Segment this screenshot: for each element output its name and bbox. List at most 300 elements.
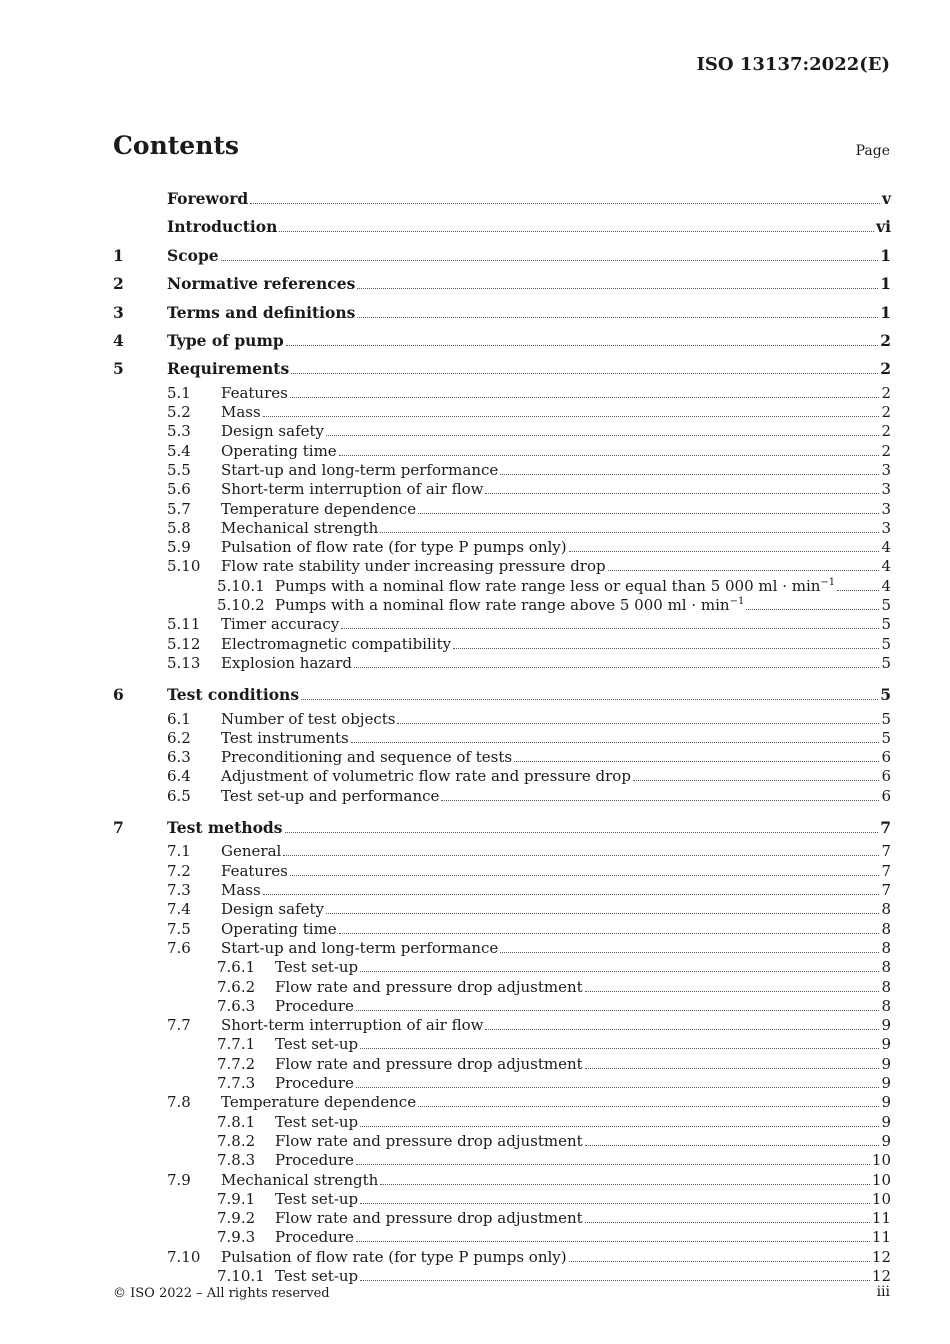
toc-entry-number: 6.4	[167, 767, 191, 786]
toc-entry-number: 6.2	[167, 728, 191, 747]
toc-entry-label-text: Temperature dependence	[221, 499, 417, 518]
footer-copyright: © ISO 2022 – All rights reserved	[113, 1286, 330, 1301]
toc-entry-label-text: General	[221, 842, 282, 861]
toc-entry-number: 7.6.1	[217, 958, 256, 977]
toc-entry-label-text: Number of test objects	[221, 709, 396, 728]
toc-entry-page: 1	[880, 274, 891, 294]
toc-entry[interactable]	[113, 1151, 891, 1170]
dot-leader	[380, 531, 879, 533]
toc-entry-page: 2	[881, 441, 891, 460]
toc-entry-label-text: Design safety	[221, 422, 325, 441]
toc-entry-number: 7.3	[167, 881, 191, 900]
toc-entry[interactable]	[113, 767, 891, 786]
toc-entry-label	[221, 862, 288, 881]
toc-entry-page: 6	[881, 748, 891, 767]
toc-entry-label-text: Electromagnetic compatibility	[221, 634, 452, 653]
dot-leader	[418, 1105, 879, 1107]
toc-entry-number: 5.9	[167, 538, 191, 557]
toc-entry-label	[275, 577, 835, 596]
toc-entry-number: 5.10.1	[217, 576, 265, 595]
toc-entry[interactable]	[113, 577, 891, 596]
dot-leader	[285, 831, 879, 833]
toc-entry[interactable]	[113, 635, 891, 654]
dot-leader	[569, 1260, 870, 1262]
toc-entry-page: 5	[881, 709, 891, 728]
toc-entry-label	[221, 748, 512, 767]
dot-leader	[263, 893, 880, 895]
dot-leader	[286, 344, 879, 346]
toc-entry-number: 7.4	[167, 900, 191, 919]
toc-entry-label	[221, 422, 324, 441]
toc-entry-label	[221, 729, 349, 748]
dot-leader	[569, 550, 880, 552]
toc-entry[interactable]	[113, 185, 891, 213]
toc-entry-page: 9	[881, 1112, 891, 1131]
toc-entry-number: 7.10	[167, 1247, 201, 1266]
dot-leader	[585, 1221, 870, 1223]
toc-entry-number: 7.1	[167, 842, 191, 861]
toc-entry-label-text: Requirements	[167, 359, 290, 379]
toc-entry[interactable]	[113, 1248, 891, 1267]
toc-entry-page: 11	[871, 1209, 891, 1228]
toc-entry[interactable]	[113, 900, 891, 919]
dot-leader	[453, 647, 879, 649]
toc-entry[interactable]	[113, 748, 891, 767]
toc-entry-label-text: Mechanical strength	[221, 518, 379, 537]
toc-entry[interactable]	[113, 939, 891, 958]
toc-entry[interactable]	[113, 862, 891, 881]
toc-entry-label-text: Pumps with a nominal flow rate range less or equal than 5 000 ml · min	[275, 576, 821, 595]
dot-leader	[356, 1163, 870, 1165]
toc-entry-number: 7.5	[167, 919, 191, 938]
toc-entry-label	[275, 1055, 583, 1074]
toc-entry-number: 5.13	[167, 653, 201, 672]
dot-leader	[418, 512, 879, 514]
toc-entry-page: 4	[881, 576, 891, 595]
toc-entry-label	[167, 299, 355, 327]
toc-entry-number: 7.7.1	[217, 1035, 256, 1054]
toc-entry-label	[221, 1171, 378, 1190]
toc-entry-label	[221, 538, 567, 557]
toc-entry[interactable]	[113, 1228, 891, 1247]
toc-entry-page: 5	[881, 653, 891, 672]
toc-entry[interactable]	[113, 814, 891, 842]
toc-entry-label	[221, 480, 483, 499]
toc-entry-label-text: Test set-up and performance	[221, 786, 440, 805]
toc-entry[interactable]	[113, 480, 891, 499]
toc-entry-page: 4	[881, 557, 891, 576]
dot-leader	[356, 1086, 880, 1088]
dot-leader	[360, 1279, 870, 1281]
dot-leader	[585, 1144, 880, 1146]
toc-entry-label-text: Normative references	[167, 274, 356, 294]
toc-entry-label	[221, 519, 378, 538]
toc-entry[interactable]	[113, 615, 891, 634]
toc-entry-label-text: Procedure	[275, 1074, 354, 1093]
page-column-label: Page	[855, 143, 890, 159]
toc-entry[interactable]	[113, 1093, 891, 1112]
toc-entry-page: 8	[881, 996, 891, 1015]
toc-entry-label-text: Test instruments	[221, 728, 349, 747]
toc-entry-label	[221, 881, 261, 900]
toc-entry-page: 3	[881, 480, 891, 499]
dot-leader	[746, 608, 879, 610]
dot-leader	[351, 741, 880, 743]
toc-entry-label	[167, 327, 284, 355]
dot-leader	[356, 1009, 880, 1011]
dot-leader	[608, 569, 880, 571]
toc-entry[interactable]	[113, 1074, 891, 1093]
toc-entry[interactable]	[113, 596, 891, 615]
table-of-contents	[113, 185, 891, 1286]
toc-entry-page: 7	[880, 818, 891, 838]
toc-entry-label	[275, 1228, 354, 1247]
dot-leader	[354, 666, 879, 668]
toc-entry-label	[275, 1035, 358, 1054]
toc-entry-number: 1	[113, 245, 124, 265]
toc-entry-label	[221, 442, 337, 461]
toc-entry-page: 8	[881, 919, 891, 938]
toc-entry-label-text: Test set-up	[275, 1035, 359, 1054]
toc-entry-label-text: Operating time	[221, 441, 337, 460]
toc-entry[interactable]	[113, 422, 891, 441]
dot-leader	[326, 434, 879, 436]
dot-leader	[360, 1125, 879, 1127]
toc-entry[interactable]	[113, 681, 891, 709]
toc-entry-label-text: Scope	[167, 245, 219, 265]
toc-entry-page: 8	[881, 977, 891, 996]
toc-entry-number: 6.1	[167, 709, 191, 728]
toc-entry-label	[275, 1074, 354, 1093]
toc-entry-number: 6	[113, 685, 124, 705]
toc-entry-label-text: Short-term interruption of air flow	[221, 1016, 484, 1035]
toc-entry-label-text: Test set-up	[275, 1189, 359, 1208]
toc-entry-superscript: −1	[820, 576, 836, 588]
toc-entry-label	[275, 1132, 583, 1151]
toc-entry-label	[221, 767, 631, 786]
toc-entry-page: 3	[881, 518, 891, 537]
toc-entry[interactable]	[113, 538, 891, 557]
toc-entry-label-text: Procedure	[275, 996, 354, 1015]
toc-entry-number: 5.5	[167, 460, 191, 479]
toc-entry-number: 7.8.1	[217, 1112, 256, 1131]
toc-entry-number: 5.10	[167, 557, 201, 576]
footer-page-number: iii	[876, 1284, 890, 1300]
toc-entry-page: 6	[881, 767, 891, 786]
toc-entry-label-text: Test set-up	[275, 1112, 359, 1131]
toc-entry[interactable]	[113, 1113, 891, 1132]
toc-entry-label-text: Foreword	[167, 189, 249, 208]
toc-entry-label	[221, 461, 498, 480]
toc-entry-label-text: Procedure	[275, 1228, 354, 1247]
toc-entry-label	[221, 939, 498, 958]
toc-entry-page: 10	[871, 1189, 891, 1208]
toc-entry-page: 2	[881, 422, 891, 441]
toc-entry-number: 5.2	[167, 403, 191, 422]
dot-leader	[357, 316, 878, 318]
toc-entry-label	[167, 213, 277, 241]
toc-entry[interactable]	[113, 1267, 891, 1286]
toc-entry-page: 8	[881, 900, 891, 919]
toc-entry-label	[167, 814, 283, 842]
toc-entry-label-text: Pulsation of flow rate (for type P pumps only)	[221, 1247, 567, 1266]
toc-entry-label-text: Flow rate stability under increasing pressure drop	[221, 557, 606, 576]
toc-entry-label	[275, 596, 744, 615]
toc-entry-label	[275, 978, 583, 997]
toc-entry-label-text: Introduction	[167, 217, 278, 237]
toc-entry[interactable]	[113, 384, 891, 403]
toc-entry-page: 6	[881, 786, 891, 805]
toc-entry-page: 3	[881, 460, 891, 479]
toc-entry-page: 9	[881, 1016, 891, 1035]
dot-leader	[356, 1240, 870, 1242]
dot-leader	[485, 492, 879, 494]
dot-leader	[633, 779, 880, 781]
toc-entry-label	[275, 1190, 358, 1209]
page-title: Contents	[113, 131, 240, 160]
toc-entry-number: 7.9.2	[217, 1209, 256, 1228]
toc-entry-label	[275, 1267, 358, 1286]
toc-entry-number: 7.7.3	[217, 1074, 256, 1093]
toc-entry-label	[167, 270, 355, 298]
toc-entry-page: 9	[881, 1054, 891, 1073]
toc-entry-number: 7.8.2	[217, 1131, 256, 1150]
toc-entry[interactable]	[113, 403, 891, 422]
toc-entry[interactable]	[113, 557, 891, 576]
toc-entry[interactable]	[113, 461, 891, 480]
dot-leader	[250, 202, 880, 204]
toc-entry-label-text: Features	[221, 383, 288, 402]
toc-entry-number: 5.1	[167, 383, 191, 402]
toc-entry-number: 5.7	[167, 499, 191, 518]
toc-entry[interactable]	[113, 442, 891, 461]
toc-entry-label-text: Procedure	[275, 1151, 354, 1170]
toc-entry[interactable]	[113, 299, 891, 327]
toc-entry-number: 7.6.3	[217, 996, 256, 1015]
toc-entry-label	[275, 1209, 583, 1228]
toc-entry-label	[221, 500, 416, 519]
toc-entry-label-text: Operating time	[221, 919, 337, 938]
toc-entry[interactable]	[113, 787, 891, 806]
dot-leader	[290, 396, 880, 398]
dot-leader	[339, 454, 880, 456]
toc-entry-label-text: Mass	[221, 403, 261, 422]
toc-entry-label	[221, 1016, 483, 1035]
toc-entry-page: 11	[871, 1228, 891, 1247]
dot-leader	[283, 854, 879, 856]
dot-leader	[441, 799, 879, 801]
toc-entry-label-text: Flow rate and pressure drop adjustment	[275, 1131, 583, 1150]
toc-entry-page: 10	[871, 1151, 891, 1170]
dot-leader	[360, 1202, 870, 1204]
toc-entry-page: 12	[871, 1247, 891, 1266]
toc-entry-page: 9	[881, 1131, 891, 1150]
toc-entry-number: 5.4	[167, 441, 191, 460]
dot-leader	[360, 1047, 879, 1049]
toc-entry[interactable]	[113, 1132, 891, 1151]
toc-entry-label	[167, 185, 248, 213]
toc-entry[interactable]	[113, 842, 891, 861]
toc-entry-label	[221, 787, 439, 806]
toc-entry[interactable]	[113, 1055, 891, 1074]
toc-entry-number: 7.7.2	[217, 1054, 256, 1073]
toc-entry[interactable]	[113, 1016, 891, 1035]
toc-entry-number: 7	[113, 818, 124, 838]
dot-leader	[500, 951, 879, 953]
toc-entry-label-text: Temperature dependence	[221, 1093, 417, 1112]
toc-entry-label	[275, 958, 358, 977]
toc-entry-label-text: Start-up and long-term performance	[221, 460, 499, 479]
toc-entry[interactable]	[113, 1035, 891, 1054]
toc-entry-label-text: Terms and definitions	[167, 302, 356, 322]
toc-entry-page: 4	[881, 538, 891, 557]
toc-entry-number: 5	[113, 359, 124, 379]
toc-entry-number: 5.10.2	[217, 596, 265, 614]
toc-entry[interactable]	[113, 270, 891, 298]
toc-entry-page: 9	[881, 1035, 891, 1054]
toc-entry-page: 2	[880, 330, 891, 350]
dot-leader	[360, 970, 879, 972]
dot-leader	[380, 1183, 870, 1185]
dot-leader	[397, 722, 879, 724]
toc-entry-page: 3	[881, 499, 891, 518]
dot-leader	[339, 932, 880, 934]
toc-entry-page: 9	[881, 1074, 891, 1093]
toc-entry-page: 2	[880, 359, 891, 379]
toc-entry-page: 2	[881, 383, 891, 402]
toc-entry-number: 2	[113, 274, 124, 294]
toc-entry-page: 5	[881, 634, 891, 653]
toc-entry-page: vi	[876, 217, 891, 237]
toc-entry-number: 7.9	[167, 1170, 191, 1189]
toc-entry[interactable]	[113, 355, 891, 383]
toc-entry[interactable]	[113, 500, 891, 519]
toc-entry-page: 1	[880, 245, 891, 265]
toc-entry-number: 7.6.2	[217, 977, 256, 996]
toc-entry-page: 1	[880, 302, 891, 322]
dot-leader	[837, 589, 879, 591]
toc-entry-page: 10	[871, 1170, 891, 1189]
dot-leader	[357, 287, 878, 289]
toc-entry-page: 7	[881, 842, 891, 861]
toc-entry-label-text: Features	[221, 861, 288, 880]
toc-entry-superscript: −1	[729, 596, 745, 607]
toc-entry-page: 8	[881, 958, 891, 977]
toc-entry-number: 5.11	[167, 615, 201, 634]
document-id: ISO 13137:2022(E)	[696, 54, 890, 75]
toc-entry[interactable]	[113, 1171, 891, 1190]
toc-entry-number: 7.8.3	[217, 1151, 256, 1170]
toc-entry-page: 9	[881, 1093, 891, 1112]
toc-entry[interactable]	[113, 1209, 891, 1228]
dot-leader	[485, 1028, 879, 1030]
dot-leader	[301, 698, 878, 700]
toc-entry-page: 7	[881, 881, 891, 900]
toc-entry-number: 5.12	[167, 634, 201, 653]
toc-entry[interactable]	[113, 920, 891, 939]
toc-entry-label-text: Flow rate and pressure drop adjustment	[275, 977, 583, 996]
toc-entry-number: 7.6	[167, 938, 191, 957]
toc-entry-label	[167, 681, 299, 709]
toc-entry-number: 4	[113, 330, 124, 350]
toc-entry-number: 5.3	[167, 422, 191, 441]
toc-entry[interactable]	[113, 519, 891, 538]
toc-entry-label	[221, 1093, 416, 1112]
dot-leader	[585, 990, 880, 992]
toc-entry-label-text: Flow rate and pressure drop adjustment	[275, 1054, 583, 1073]
toc-entry-label	[221, 557, 606, 576]
toc-entry-label	[221, 615, 339, 634]
toc-entry[interactable]	[113, 654, 891, 673]
toc-entry-page: 12	[871, 1266, 891, 1285]
dot-leader	[221, 259, 879, 261]
toc-entry-label	[221, 900, 324, 919]
toc-entry-label-text: Mass	[221, 881, 261, 900]
toc-entry[interactable]	[113, 997, 891, 1016]
toc-entry-page: 2	[881, 403, 891, 422]
toc-entry-page: 5	[881, 596, 891, 614]
dot-leader	[291, 372, 878, 374]
toc-entry-number: 5.6	[167, 480, 191, 499]
toc-entry[interactable]	[113, 213, 891, 241]
toc-entry-label-text: Mechanical strength	[221, 1170, 379, 1189]
dot-leader	[290, 874, 880, 876]
toc-entry-label	[221, 842, 281, 861]
dot-leader	[263, 415, 880, 417]
toc-entry-number: 7.9.1	[217, 1189, 256, 1208]
toc-entry-page: 8	[881, 938, 891, 957]
toc-entry-number: 7.10.1	[217, 1266, 265, 1285]
toc-entry-label-text: Test set-up	[275, 1266, 359, 1285]
toc-entry-label	[221, 710, 395, 729]
toc-entry[interactable]	[113, 242, 891, 270]
dot-leader	[279, 230, 874, 232]
toc-entry-label	[167, 355, 289, 383]
toc-entry-label-text: Timer accuracy	[221, 615, 340, 634]
toc-entry-number: 7.2	[167, 861, 191, 880]
dot-leader	[585, 1067, 880, 1069]
toc-entry[interactable]	[113, 881, 891, 900]
toc-entry-label-text: Flow rate and pressure drop adjustment	[275, 1209, 583, 1228]
toc-entry-number: 6.3	[167, 748, 191, 767]
toc-entry-label-text: Adjustment of volumetric flow rate and pressure drop	[221, 767, 631, 786]
toc-entry[interactable]	[113, 978, 891, 997]
toc-entry-label-text: Type of pump	[167, 330, 284, 350]
toc-entry[interactable]	[113, 1190, 891, 1209]
toc-entry[interactable]	[113, 729, 891, 748]
toc-entry-number: 7.8	[167, 1093, 191, 1112]
toc-entry-label	[275, 1151, 354, 1170]
toc-entry-label-text: Test set-up	[275, 958, 359, 977]
toc-entry-page: 5	[881, 615, 891, 634]
toc-entry-label	[275, 997, 354, 1016]
toc-entry-number: 7.9.3	[217, 1228, 256, 1247]
toc-entry-label-text: Test methods	[167, 818, 283, 838]
toc-entry[interactable]	[113, 958, 891, 977]
dot-leader	[514, 760, 879, 762]
dot-leader	[326, 912, 879, 914]
toc-entry-number: 5.8	[167, 518, 191, 537]
toc-entry-label-text: Preconditioning and sequence of tests	[221, 748, 513, 767]
toc-entry-page: v	[881, 189, 891, 208]
toc-entry-label-text: Design safety	[221, 900, 325, 919]
toc-entry[interactable]	[113, 710, 891, 729]
toc-entry-label	[221, 384, 288, 403]
dot-leader	[341, 627, 879, 629]
toc-entry-label-text: Start-up and long-term performance	[221, 938, 499, 957]
toc-entry-page: 7	[881, 861, 891, 880]
toc-entry[interactable]	[113, 327, 891, 355]
